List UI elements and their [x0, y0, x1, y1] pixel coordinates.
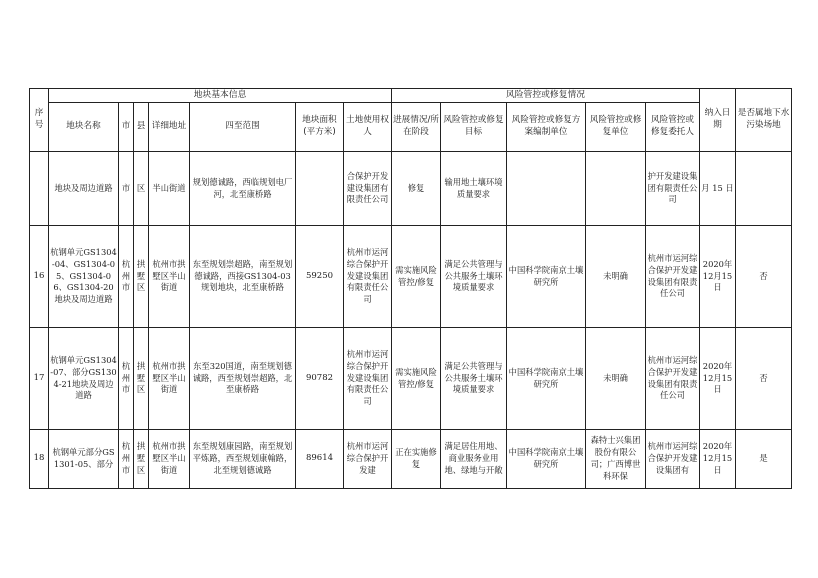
cell-progress: 需实施风险管控/修复	[392, 328, 441, 430]
cell-groundwater: 否	[736, 226, 792, 328]
table-row	[30, 430, 792, 489]
cell-target: 满足公共管理与公共服务土壤环境质量要求	[441, 328, 507, 430]
cell-county: 拱墅区	[134, 328, 149, 430]
header-group-basic: 地块基本信息	[49, 89, 392, 103]
cell-city: 杭州市	[119, 430, 134, 489]
cell-name: 杭钢单元部分GS1301-05、部分	[49, 430, 119, 489]
table-row	[30, 226, 792, 328]
header-target: 风险管控或修复目标	[441, 103, 507, 152]
header-group-risk: 风险管控或修复情况	[392, 89, 700, 103]
cell-plan-unit	[507, 152, 586, 226]
cell-name: 杭钢单元GS1304-07、部分GS1304-21地块及周边道路	[49, 328, 119, 430]
cell-area	[296, 152, 344, 226]
cell-area: 59250	[296, 226, 344, 328]
cell-groundwater: 否	[736, 328, 792, 430]
header-area: 地块面积(平方米)	[296, 103, 344, 152]
cell-address: 杭州市拱墅区半山街道	[149, 430, 190, 489]
cell-groundwater	[736, 152, 792, 226]
cell-owner: 杭州市运河综合保护开发建设集团有限责任公司	[344, 328, 392, 430]
header-plan-unit: 风险管控或修复方案编制单位	[507, 103, 586, 152]
cell-repair-unit	[586, 152, 646, 226]
header-groundwater: 是否属地下水污染场地	[736, 89, 792, 152]
cell-progress: 修复	[392, 152, 441, 226]
cell-date: 月 15 日	[700, 152, 736, 226]
cell-date: 2020年12月15日	[700, 328, 736, 430]
header-repair-unit: 风险管控或修复单位	[586, 103, 646, 152]
cell-plan-unit: 中国科学院南京土壤研究所	[507, 328, 586, 430]
table-row	[30, 152, 792, 226]
cell-plan-unit: 中国科学院南京土壤研究所	[507, 226, 586, 328]
cell-county: 区	[134, 152, 149, 226]
cell-repair-unit: 未明确	[586, 328, 646, 430]
cell-address: 杭州市拱墅区半山街道	[149, 226, 190, 328]
header-county: 县	[134, 103, 149, 152]
site-remediation-table	[29, 88, 792, 489]
cell-progress: 需实施风险管控/修复	[392, 226, 441, 328]
cell-seq: 16	[30, 226, 49, 328]
cell-city: 市	[119, 152, 134, 226]
cell-progress: 正在实施修复	[392, 430, 441, 489]
cell-repair-unit: 森特士兴集团股份有限公司；广西博世科环保	[586, 430, 646, 489]
cell-name: 地块及周边道路	[49, 152, 119, 226]
cell-client: 杭州市运河综合保护开发建设集团有限责任公司	[646, 328, 700, 430]
cell-bounds: 东至规划崇超路，南至规划德诚路，西接GS1304-03规划地块，北至康桥路	[190, 226, 296, 328]
cell-bounds: 东至规划康园路，南至规划平炼路，西至规划康翰路，北至规划德诚路	[190, 430, 296, 489]
cell-city: 杭州市	[119, 226, 134, 328]
cell-area: 90782	[296, 328, 344, 430]
cell-owner: 合保护开发建设集团有限责任公司	[344, 152, 392, 226]
header-date: 纳入日期	[700, 89, 736, 152]
cell-city: 杭州市	[119, 328, 134, 430]
cell-client: 杭州市运河综合保护开发建设集团有限责任公司	[646, 226, 700, 328]
header-name: 地块名称	[49, 103, 119, 152]
header-progress: 进展情况/所在阶段	[392, 103, 441, 152]
table-row	[30, 328, 792, 430]
cell-seq	[30, 152, 49, 226]
cell-county: 拱墅区	[134, 430, 149, 489]
cell-area: 89614	[296, 430, 344, 489]
cell-owner: 杭州市运河综合保护开发建设集团有限责任公司	[344, 226, 392, 328]
cell-target: 输用地土壤环境质量要求	[441, 152, 507, 226]
cell-seq: 17	[30, 328, 49, 430]
cell-bounds: 规划德诚路，西临规划电厂河，北至康桥路	[190, 152, 296, 226]
header-seq: 序号	[30, 89, 49, 152]
header-owner: 土地使用权人	[344, 103, 392, 152]
cell-date: 2020年12月15日	[700, 430, 736, 489]
cell-date: 2020年12月15日	[700, 226, 736, 328]
header-client: 风险管控或修复委托人	[646, 103, 700, 152]
cell-plan-unit: 中国科学院南京土壤研究所	[507, 430, 586, 489]
cell-address: 半山街道	[149, 152, 190, 226]
cell-client: 护开发建设集团有限责任公司	[646, 152, 700, 226]
cell-client: 杭州市运河综合保护开发建设集团有	[646, 430, 700, 489]
cell-bounds: 东至320国道，南至规划德诚路，西至规划崇超路，北至康桥路	[190, 328, 296, 430]
header-bounds: 四至范围	[190, 103, 296, 152]
cell-county: 拱墅区	[134, 226, 149, 328]
cell-groundwater: 是	[736, 430, 792, 489]
cell-address: 杭州市拱墅区半山街道	[149, 328, 190, 430]
cell-owner: 杭州市运河综合保护开发建	[344, 430, 392, 489]
cell-target: 满足公共管理与公共服务土壤环境质量要求	[441, 226, 507, 328]
header-address: 详细地址	[149, 103, 190, 152]
cell-name: 杭钢单元GS1304-04、GS1304-05、GS1304-06、GS1304-20地块及周边道路	[49, 226, 119, 328]
header-city: 市	[119, 103, 134, 152]
cell-repair-unit: 未明确	[586, 226, 646, 328]
cell-target: 满足居住用地、商业服务业用地、绿地与开敞	[441, 430, 507, 489]
cell-seq: 18	[30, 430, 49, 489]
